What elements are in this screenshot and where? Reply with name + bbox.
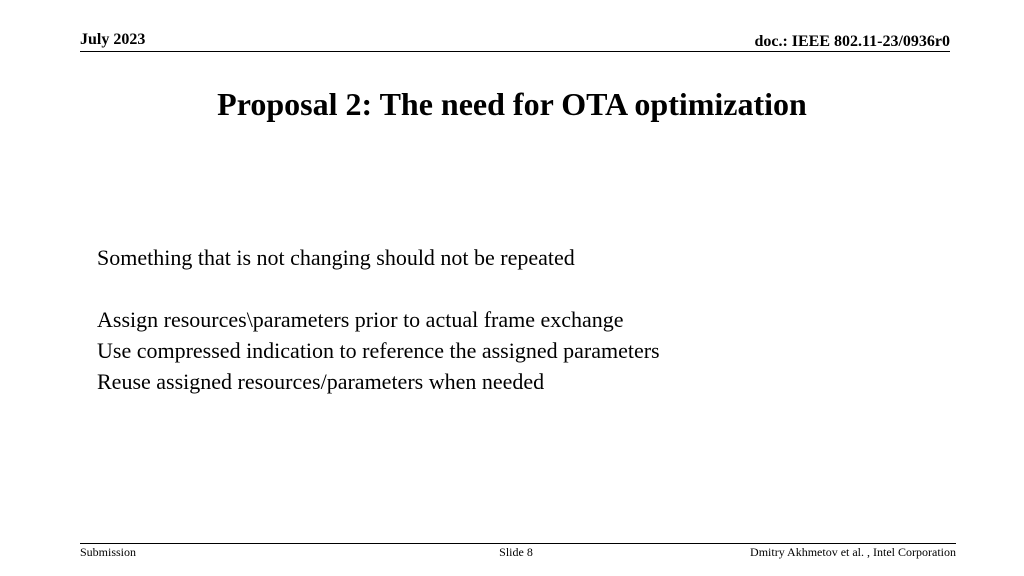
- body-line-4: Reuse assigned resources/parameters when needed: [97, 369, 545, 394]
- body-spacer: [97, 273, 660, 304]
- body-line-3: Use compressed indication to reference the assigned parameters: [97, 338, 660, 363]
- footer-author: Dmitry Akhmetov et al. , Intel Corporation: [750, 545, 956, 559]
- header-doc-id: doc.: IEEE 802.11-23/0936r0: [754, 33, 950, 50]
- footer-submission: Submission: [80, 545, 137, 559]
- footer-slide-number: Slide 8: [499, 545, 533, 559]
- slide-body: [97, 242, 660, 397]
- header-date: July 2023: [80, 31, 146, 48]
- header-divider: [80, 51, 950, 52]
- body-line-2: Assign resources\parameters prior to actual frame exchange: [97, 307, 624, 332]
- slide-title: Proposal 2: The need for OTA optimization: [217, 86, 807, 122]
- body-line-1: Something that is not changing should not be repeated: [97, 245, 575, 270]
- footer-divider: [80, 543, 956, 544]
